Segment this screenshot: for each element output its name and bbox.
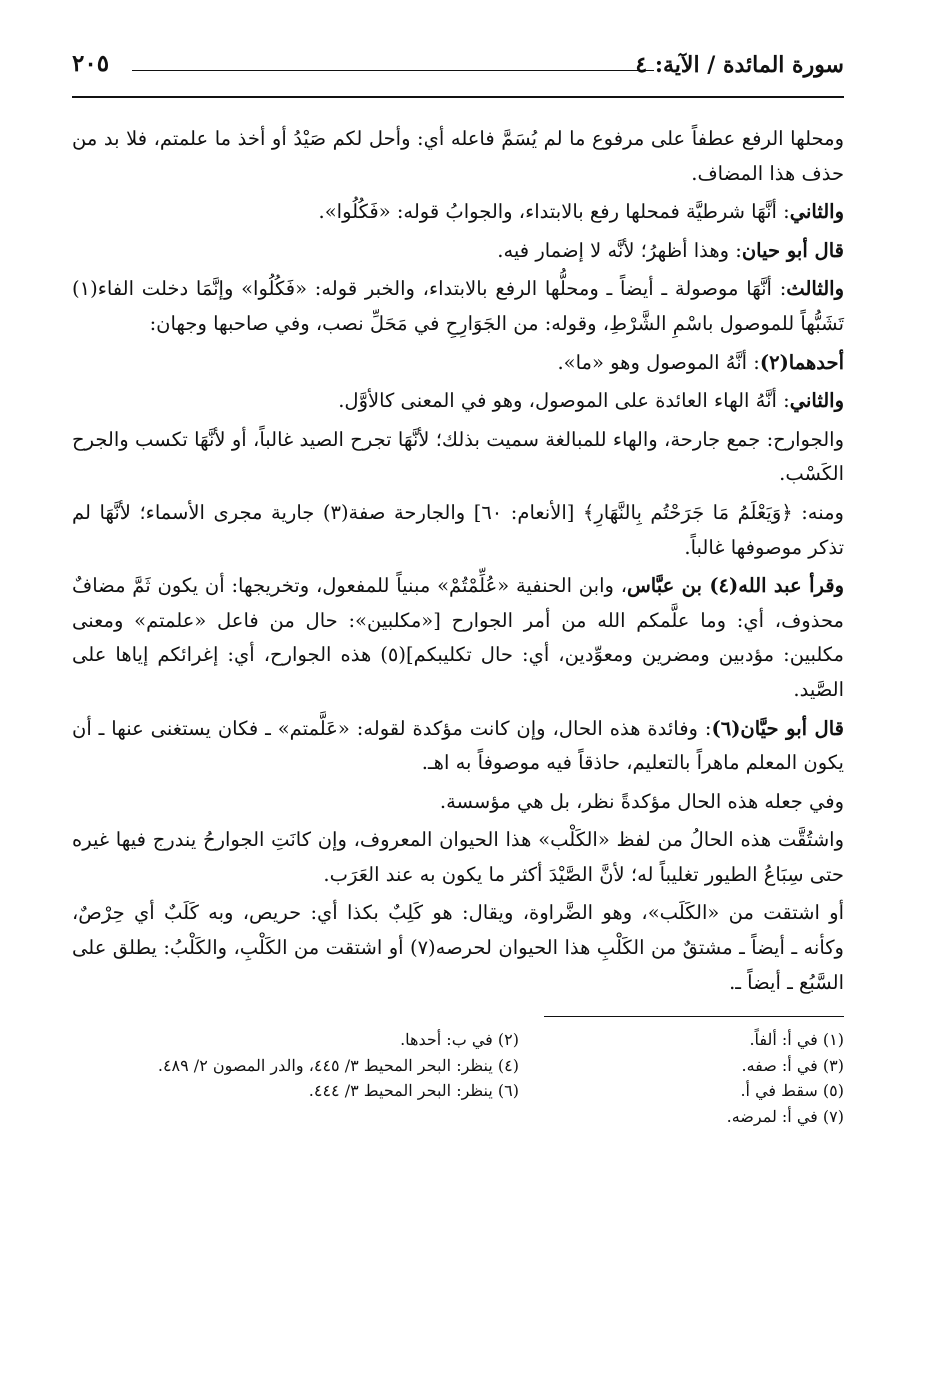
paragraph	[72, 785, 844, 820]
footnote-separator	[544, 1016, 844, 1017]
paragraph-text: ومنه: ﴿وَيَعْلَمُ مَا جَرَحْتُم بِالنَّهَارِ﴾ [الأنعام: ٦٠] والجارحة صفة(٣) جارية مجرى الأسماء؛ لأنَّهَا لم تذكر موصوفها غالباً.	[72, 500, 844, 559]
paragraph	[72, 195, 844, 230]
paragraph-lead: والثاني	[789, 389, 844, 413]
paragraph	[72, 122, 844, 191]
paragraph-text: وفي جعله هذه الحال مؤكدةً نظر، بل هي مؤسسة.	[439, 789, 844, 813]
paragraph	[72, 272, 844, 341]
paragraph	[72, 712, 844, 781]
footnote: (٦) ينظر: البحر المحيط ٣/ ٤٤٤.	[308, 1081, 519, 1101]
paragraph-text: أو اشتقت من «الكَلَب»، وهو الضَّراوة، ويقال: هو كَلِبٌ بكذا أي: حريص، وبه كَلَبٌ أي حِرْصٌ، وكأنه ـ أيضاً ـ مشتقٌ من الكَلْبِ هذا الحيوان لحرصه(٧) أو اشتقت من الكَلْبِ، والكَلْبُ: يطلق على السَّبُع ـ أيضاً ـ.	[72, 901, 844, 994]
page-header	[72, 40, 844, 98]
running-title: سورة المائدة / الآية: ٤	[635, 52, 844, 78]
paragraph-text: : أنَّهُ الهاء العائدة على الموصول، وهو في المعنى كالأوَّل.	[338, 389, 790, 413]
book-page	[72, 40, 844, 1129]
footnote: (٤) ينظر: البحر المحيط ٣/ ٤٤٥، والدر المصون ٢/ ٤٨٩.	[157, 1055, 519, 1075]
paragraph-text: ومحلها الرفع عطفاً على مرفوع ما لم يُسَمَّ فاعله أي: وأحل لكم صَيْدُ أو أخذ ما علمتم، فلا بد من حذف هذا المضاف.	[72, 127, 844, 185]
paragraph	[72, 384, 844, 419]
paragraph	[72, 496, 844, 565]
paragraph-text: : وهذا أظهرُ؛ لأنَّه لا إضمار فيه.	[497, 238, 742, 262]
paragraph-text: واشتُقَّت هذه الحالُ من لفظ «الكَلْب» هذا الحيوان المعروف، وإن كانَتِ الجوارحُ يندرج فيها غيره حتى سِبَاعُ الطيور تغليباً له؛ لأنَّ الصَّيْدَ أكثر ما يكون به عند العَرَب.	[72, 828, 844, 886]
paragraph-lead: أحدهما(٢)	[759, 350, 844, 374]
header-rule	[132, 70, 654, 71]
paragraph-lead: وقرأ عبد الله(٤) بن عبَّاس	[627, 574, 844, 598]
paragraph-lead: والثالث	[786, 277, 844, 301]
paragraph-text: : أنَّهُ الموصول وهو «ما».	[557, 350, 760, 374]
footnote: (٢) في ب: أحدها.	[400, 1030, 519, 1050]
paragraph-text: ، وابن الحنفية «عُلِّمْتُمْ» مبنياً للمفعول، وتخريجها: أن يكون ثَمَّ مضافٌ محذوف، أي: وما علَّمكم الله من أمر الجوارح [«مكلبين»: حال من فاعل «علمتم» ومعنى مكلبين: مؤدبين ومضرين ومعوِّدين، أي: حال تكليبكم](٥) هذه الجوارح، أي: إغرائكم إياها على الصَّيد.	[72, 574, 845, 701]
paragraph	[72, 823, 844, 892]
footnote: (٧) في أ: لمرضه.	[726, 1106, 844, 1126]
paragraph	[72, 896, 844, 1000]
footnote: (٥) سقط في أ.	[740, 1081, 844, 1101]
footnote: (٣) في أ: صفه.	[741, 1055, 844, 1075]
footnote: (١) في أ: ألفاً.	[749, 1030, 844, 1050]
paragraph-text: : أنَّهَا موصولة ـ أيضاً ـ ومحلُّها الرفع بالابتداء، والخبر قوله: «فَكُلُوا» وإنَّمَا دخلت الفاء(١) تَشَبُّهاً للموصول باسْمِ الشَّرْطِ، وقوله: من الجَوَارِحِ في مَحَلِّ نصب، وفي صاحبها وجهان:	[72, 277, 844, 335]
paragraph-lead: قال أبو حيَّان(٦)	[711, 716, 844, 740]
paragraph	[72, 346, 844, 381]
paragraph	[72, 423, 844, 492]
paragraph-text: : أنَّهَا شرطيَّة فمحلها رفع بالابتداء، والجوابُ قوله: «فَكُلُوا».	[318, 200, 790, 224]
paragraph-text: : وفائدة هذه الحال، وإن كانت مؤكدة لقوله: «عَلَّمتم» ـ فكان يستغنى عنها ـ أن يكون المعلم ماهراً بالتعليم، حاذقاً فيه موصوفاً به اهـ.	[72, 716, 844, 775]
body-text	[72, 122, 844, 1000]
paragraph	[72, 569, 844, 707]
page-number: ٢٠٥	[72, 50, 110, 77]
footnotes	[72, 1027, 844, 1129]
paragraph-lead: قال أبو حيان	[741, 238, 844, 262]
paragraph-lead: والثاني	[789, 200, 844, 224]
paragraph-text: والجوارح: جمع جارحة، والهاء للمبالغة سميت بذلك؛ لأنَّهَا تجرح الصيد غالباً، أو لأنَّهَا تكسب والجرح الكَسْب.	[72, 427, 844, 486]
paragraph	[72, 234, 844, 269]
